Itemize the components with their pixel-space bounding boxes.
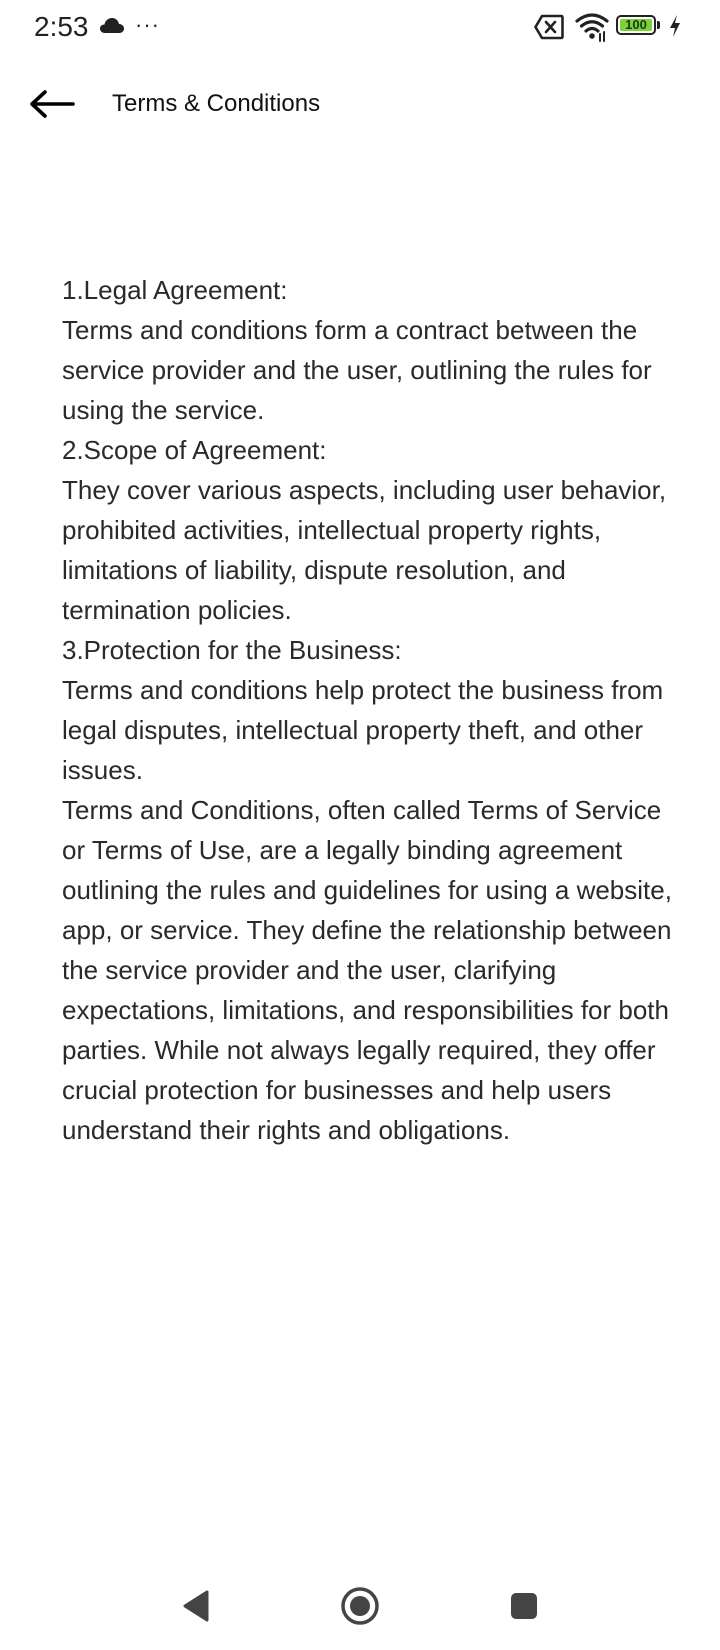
nav-recents-button[interactable] <box>502 1584 546 1628</box>
paragraph-scope: They cover various aspects, including user behavior, prohibited activities, intellectual property rights, limitations of liability, dispute resolution, and termination policies. <box>62 475 667 625</box>
status-bar <box>0 0 720 56</box>
battery-body <box>616 15 656 35</box>
wifi-icon <box>575 12 609 42</box>
circle-home-icon <box>340 1586 380 1626</box>
paragraph-protection: Terms and conditions help protect the business from legal disputes, intellectual property theft, and other issues. <box>62 675 664 785</box>
battery-level: 100 <box>625 17 647 32</box>
nav-back-button[interactable] <box>174 1584 218 1628</box>
triangle-back-icon <box>181 1589 211 1623</box>
cloud-icon <box>99 16 125 34</box>
battery-tip <box>657 21 660 29</box>
section-heading-scope: 2.Scope of Agreement: <box>62 435 327 465</box>
system-nav-bar <box>0 1560 720 1650</box>
no-sim-icon <box>534 14 564 40</box>
paragraph-summary: Terms and Conditions, often called Terms of Service or Terms of Use, are a legally binding agreement outlining the rules and guidelines for using a website, app, or service. They define the relationship between the service provider and the user, clarifying expectations, limitations, and responsibilities for both parties. While not always legally required, they offer crucial protection for businesses and help users understand their rights and obligations. <box>62 795 672 1145</box>
section-heading-protection: 3.Protection for the Business: <box>62 635 402 665</box>
arrow-left-icon <box>29 89 75 119</box>
page-title: Terms & Conditions <box>112 90 321 117</box>
paragraph-legal-agreement: Terms and conditions form a contract between the service provider and the user, outlining the rules for using the service. <box>62 315 652 425</box>
battery-fill <box>620 19 652 31</box>
charging-bolt-icon <box>668 14 682 38</box>
section-heading-legal-agreement: 1.Legal Agreement: <box>62 275 288 305</box>
square-recents-icon <box>509 1591 539 1621</box>
app-bar <box>0 62 720 146</box>
terms-content <box>62 270 672 1150</box>
battery-icon <box>616 15 664 37</box>
back-button[interactable] <box>24 78 80 130</box>
status-time: 2:53 <box>34 11 89 42</box>
overflow-dots: ··· <box>135 12 160 37</box>
nav-home-button[interactable] <box>338 1584 382 1628</box>
